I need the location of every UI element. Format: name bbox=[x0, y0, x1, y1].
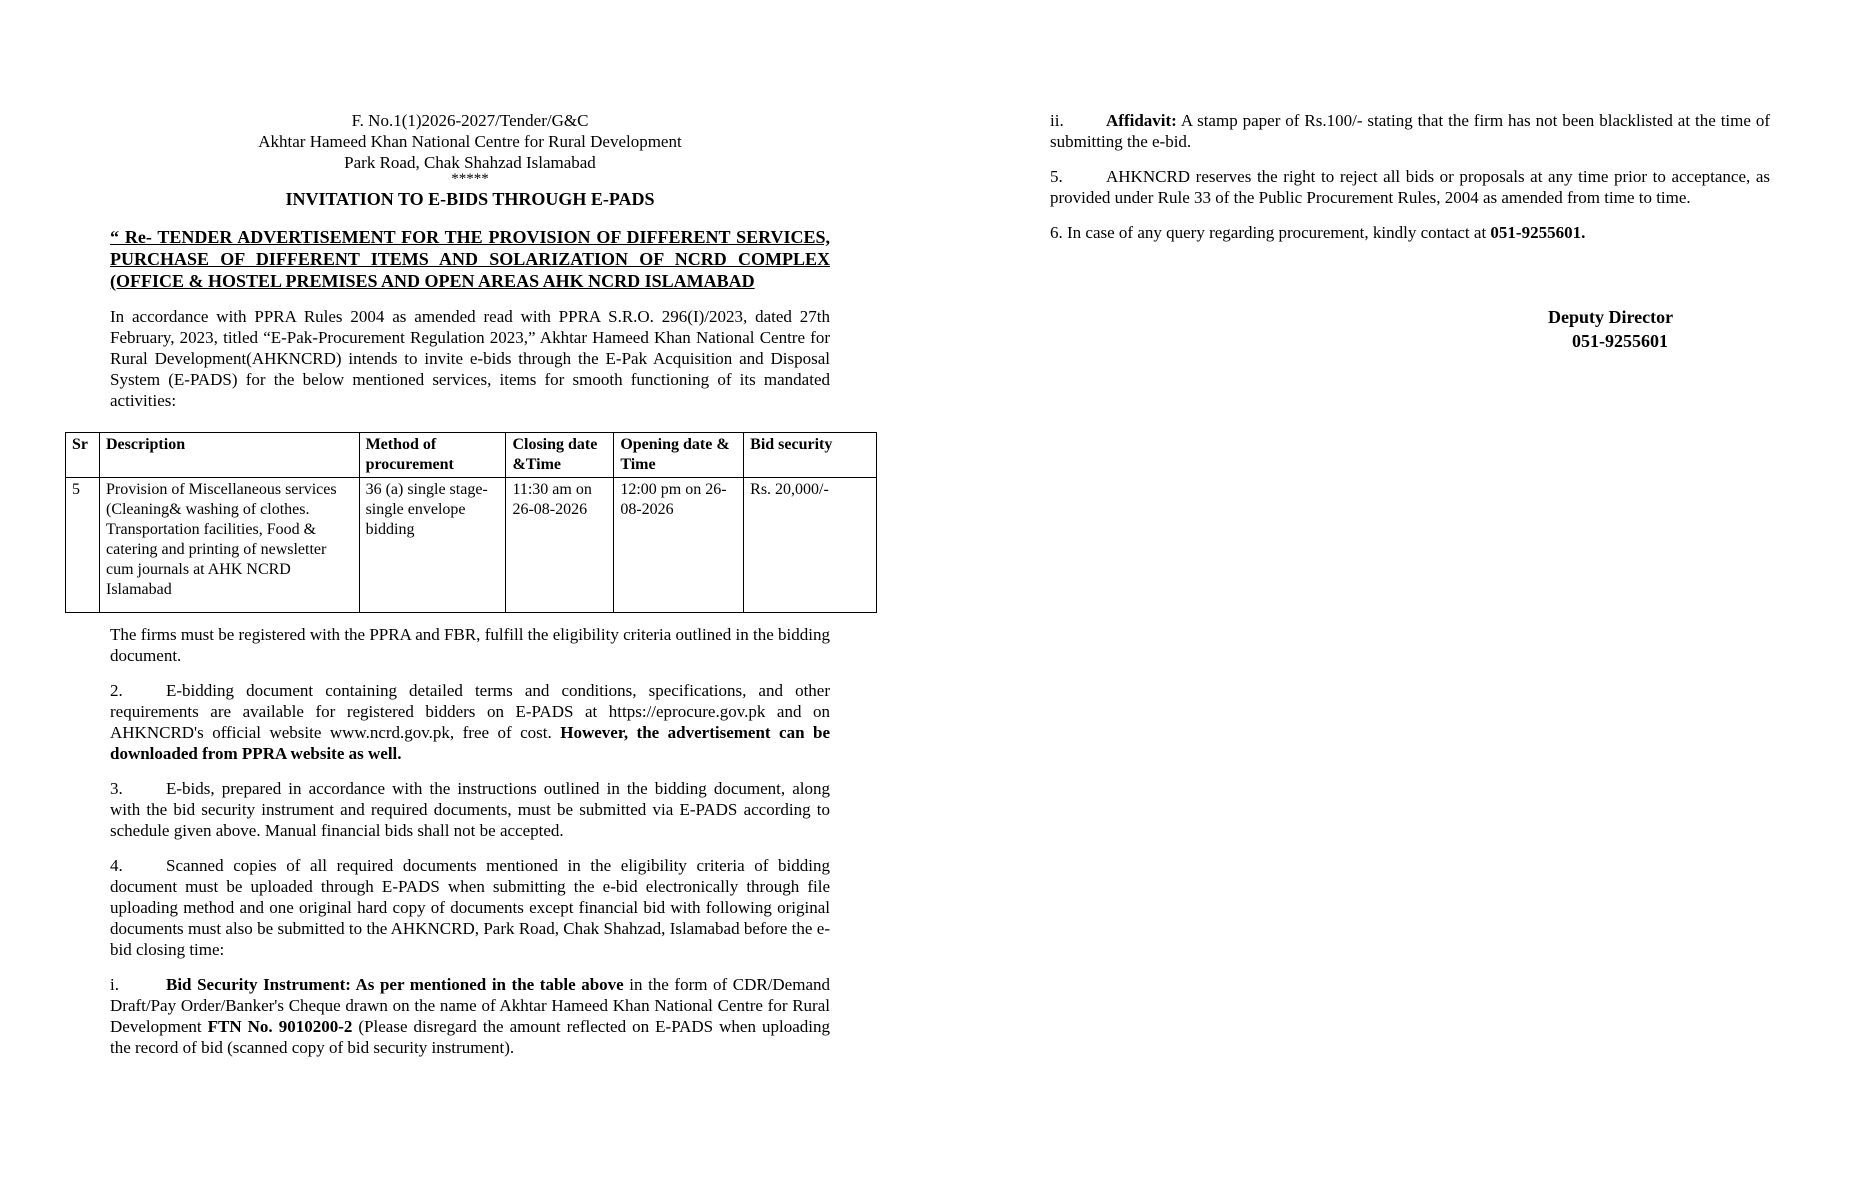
cell-sr: 5 bbox=[66, 478, 100, 613]
cell-bid-security: Rs. 20,000/- bbox=[744, 478, 877, 613]
paragraph-3 bbox=[110, 778, 830, 841]
paragraph-3-number: 3. bbox=[110, 779, 123, 798]
paragraph-1: The firms must be registered with the PPRA and FBR, fulfill the eligibility criteria outlined in the bidding document. bbox=[110, 625, 830, 665]
table-header-row bbox=[66, 433, 877, 478]
paragraph-6-text: 6. In case of any query regarding procurement, kindly contact at bbox=[1050, 223, 1487, 242]
item-i bbox=[110, 974, 830, 1058]
item-i-bold-1: Bid Security Instrument: As per mentioned in the table above bbox=[166, 975, 624, 994]
paragraph-2 bbox=[110, 680, 830, 764]
document-title: INVITATION TO E-BIDS THROUGH E-PADS bbox=[285, 189, 655, 209]
separator-stars: ***** bbox=[451, 171, 489, 187]
signature-title: Deputy Director bbox=[1548, 307, 1674, 327]
cell-closing: 11:30 am on 26-08-2026 bbox=[506, 478, 614, 613]
right-column bbox=[1050, 110, 1770, 243]
item-i-bold-2: FTN No. 9010200-2 bbox=[207, 1017, 353, 1036]
re-tender-heading: “ Re- TENDER ADVERTISEMENT FOR THE PROVISION OF DIFFERENT SERVICES, PURCHASE OF DIFFERENT ITEMS AND SOLARIZATION OF NCRD COMPLEX (OFFICE & HOSTEL PREMISES AND OPEN AREAS AHK NCRD ISLAMABAD bbox=[110, 227, 830, 291]
item-ii bbox=[1050, 110, 1770, 152]
item-ii-number: ii. bbox=[1050, 111, 1064, 130]
intro-paragraph: In accordance with PPRA Rules 2004 as amended read with PPRA S.R.O. 296(I)/2023, dated 27th February, 2023, titled “E-Pak-Procurement Regulation 2023,” Akhtar Hameed Khan National Centre for Rural Development(AHKNCRD) intends to invite e-bids through the E-Pak Acquisition and Disposal System (E-PADS) for the below mentioned services, items for smooth functioning of its mandated activities: bbox=[110, 307, 830, 410]
item-i-text-1: in the form of CDR/Demand Draft/Pay Order/Banker's Cheque drawn on the name of Akhtar Hameed Khan National Centre for Rural Development bbox=[110, 975, 831, 1036]
item-ii-text: A stamp paper of Rs.100/- stating that the firm has not been blacklisted at the time of submitting the e-bid. bbox=[1050, 111, 1771, 151]
paragraph-4-text: Scanned copies of all required documents mentioned in the eligibility criteria of bidding document must be uploaded through E-PADS when submitting the e-bid electronically through file uploading method and one original hard copy of documents except financial bid with following original documents must also be submitted to the AHKNCRD, Park Road, Chak Shahzad, Islamabad before the e-bid closing time: bbox=[110, 856, 830, 959]
paragraph-3-text: E-bids, prepared in accordance with the instructions outlined in the bidding document, along with the bid security instrument and required documents, must be submitted via E-PADS according to schedule given above. Manual financial bids shall not be accepted. bbox=[110, 779, 830, 840]
col-header-method: Method of procurement bbox=[359, 433, 506, 478]
item-i-number: i. bbox=[110, 975, 119, 994]
organization-name: Akhtar Hameed Khan National Centre for Rural Development bbox=[258, 132, 682, 151]
paragraph-5-text: AHKNCRD reserves the right to reject all bids or proposals at any time prior to acceptance, as provided under Rule 33 of the Public Procurement Rules, 2004 as amended from time to time. bbox=[1050, 167, 1770, 207]
after-table-content bbox=[110, 624, 830, 1058]
col-header-opening: Opening date & Time bbox=[614, 433, 744, 478]
cell-method: 36 (a) single stage-single envelope bidding bbox=[359, 478, 506, 613]
col-header-bid-security: Bid security bbox=[744, 433, 877, 478]
file-number: F. No.1(1)2026-2027/Tender/G&C bbox=[351, 111, 589, 130]
paragraph-5-number: 5. bbox=[1050, 167, 1063, 186]
cell-description: Provision of Miscellaneous services (Cleaning& washing of clothes. Transportation facilities, Food & catering and printing of newsletter cum journals at AHK NCRD Islamabad bbox=[99, 478, 359, 613]
paragraph-4-number: 4. bbox=[110, 856, 123, 875]
signature-phone: 051-9255601 bbox=[1572, 331, 1668, 351]
paragraph-2-bold: However, the advertisement can be downloaded from PPRA website as well. bbox=[110, 723, 831, 763]
paragraph-2-number: 2. bbox=[110, 681, 123, 700]
paragraph-6 bbox=[1050, 222, 1770, 243]
item-i-text-2: (Please disregard the amount reflected on E-PADS when uploading the record of bid (scanned copy of bid security instrument). bbox=[110, 1017, 830, 1057]
signature-block bbox=[1548, 305, 1673, 353]
cell-opening: 12:00 pm on 26-08-2026 bbox=[614, 478, 744, 613]
col-header-closing: Closing date &Time bbox=[506, 433, 614, 478]
left-column bbox=[110, 110, 830, 411]
bids-table bbox=[65, 432, 877, 613]
table-row bbox=[66, 478, 877, 613]
paragraph-6-phone: 051-9255601. bbox=[1490, 223, 1586, 242]
paragraph-4 bbox=[110, 855, 830, 960]
item-ii-bold: Affidavit: bbox=[1106, 111, 1177, 130]
paragraph-2-text: E-bidding document containing detailed terms and conditions, specifications, and other requirements are available for registered bidders on E-PADS at https://eprocure.gov.pk and on AHKNCRD's official website www.ncrd.gov.pk, free of cost. bbox=[110, 681, 830, 742]
organization-address: Park Road, Chak Shahzad Islamabad bbox=[344, 153, 596, 172]
col-header-description: Description bbox=[99, 433, 359, 478]
paragraph-5 bbox=[1050, 166, 1770, 208]
col-header-sr: Sr bbox=[66, 433, 100, 478]
